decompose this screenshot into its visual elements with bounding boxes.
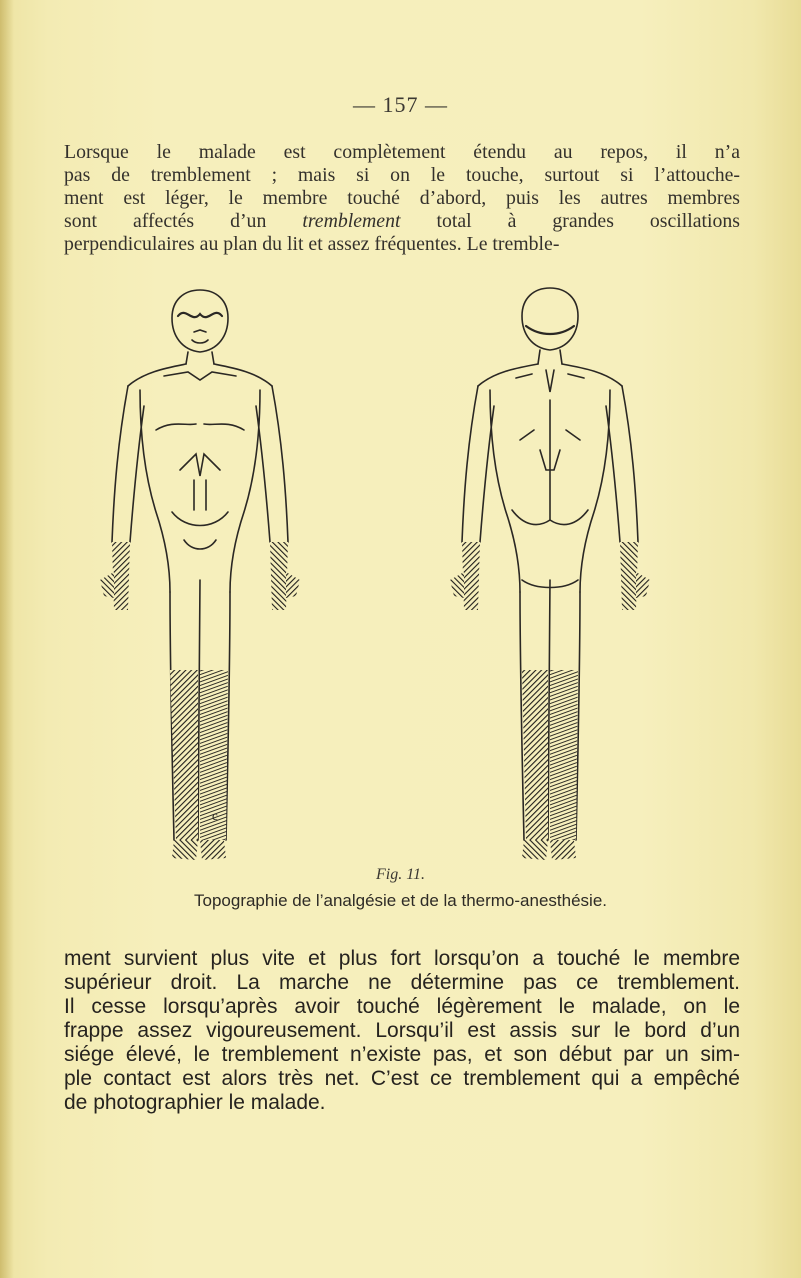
page-edge-shadow	[0, 0, 14, 1278]
text-line: de photographier le malade.	[64, 1091, 326, 1114]
text-line: Il cesse lorsqu’après avoir touché légèrement le malade, on le	[64, 995, 740, 1018]
figure-caption: Topographie de l’analgésie et de la thermo-anesthésie.	[194, 891, 607, 910]
italic-term: tremblement	[302, 210, 401, 232]
page-number: — 157 —	[353, 92, 448, 117]
text-segment: total à grandes oscillations	[400, 210, 740, 232]
text-line: ment est léger, le membre touché d’abord, puis les autres membres	[64, 187, 740, 209]
paragraph-bottom	[64, 947, 740, 1115]
text-line: Lorsque le malade est complètement étendu au repos, il n’a	[64, 141, 740, 163]
text-line: frappe assez vigoureusement. Lorsqu’il est assis sur le bord d’un	[64, 1019, 740, 1042]
text-line: siége élevé, le tremblement n’existe pas, et son début par un sim-	[64, 1043, 740, 1066]
text-segment: sont affectés d’un	[64, 210, 303, 232]
text-line: ment survient plus vite et plus fort lorsqu’on a touché le membre	[64, 947, 740, 970]
text-line: perpendiculaires au plan du lit et assez fréquentes. Le tremble-	[64, 233, 560, 255]
paragraph-top	[64, 141, 740, 256]
text-line	[64, 210, 740, 233]
figure-letter: c	[212, 808, 218, 823]
text-line: supérieur droit. La marche ne détermine pas ce tremblement.	[64, 971, 740, 994]
anatomical-figure	[100, 280, 700, 870]
text-line: pas de tremblement ; mais si on le touche, surtout si l’attouche-	[64, 164, 740, 186]
figure-label: Fig. 11.	[375, 866, 426, 883]
text-line: ple contact est alors très net. C’est ce tremblement qui a empêché	[64, 1067, 740, 1090]
